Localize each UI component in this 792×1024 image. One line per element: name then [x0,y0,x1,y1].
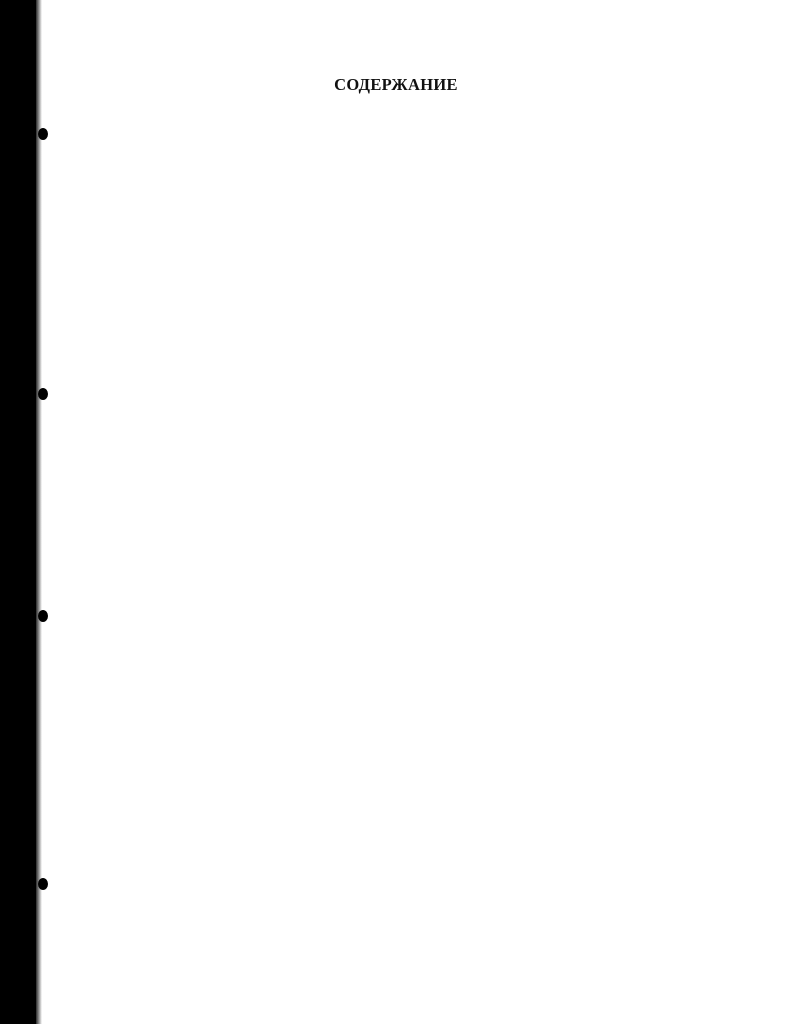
punch-hole-mark [38,878,48,890]
scan-edge-shadow [36,0,42,1024]
punch-hole-mark [38,388,48,400]
page-title: СОДЕРЖАНИЕ [334,75,458,94]
scan-edge [0,0,36,1024]
punch-hole-mark [38,128,48,140]
punch-hole-mark [38,610,48,622]
